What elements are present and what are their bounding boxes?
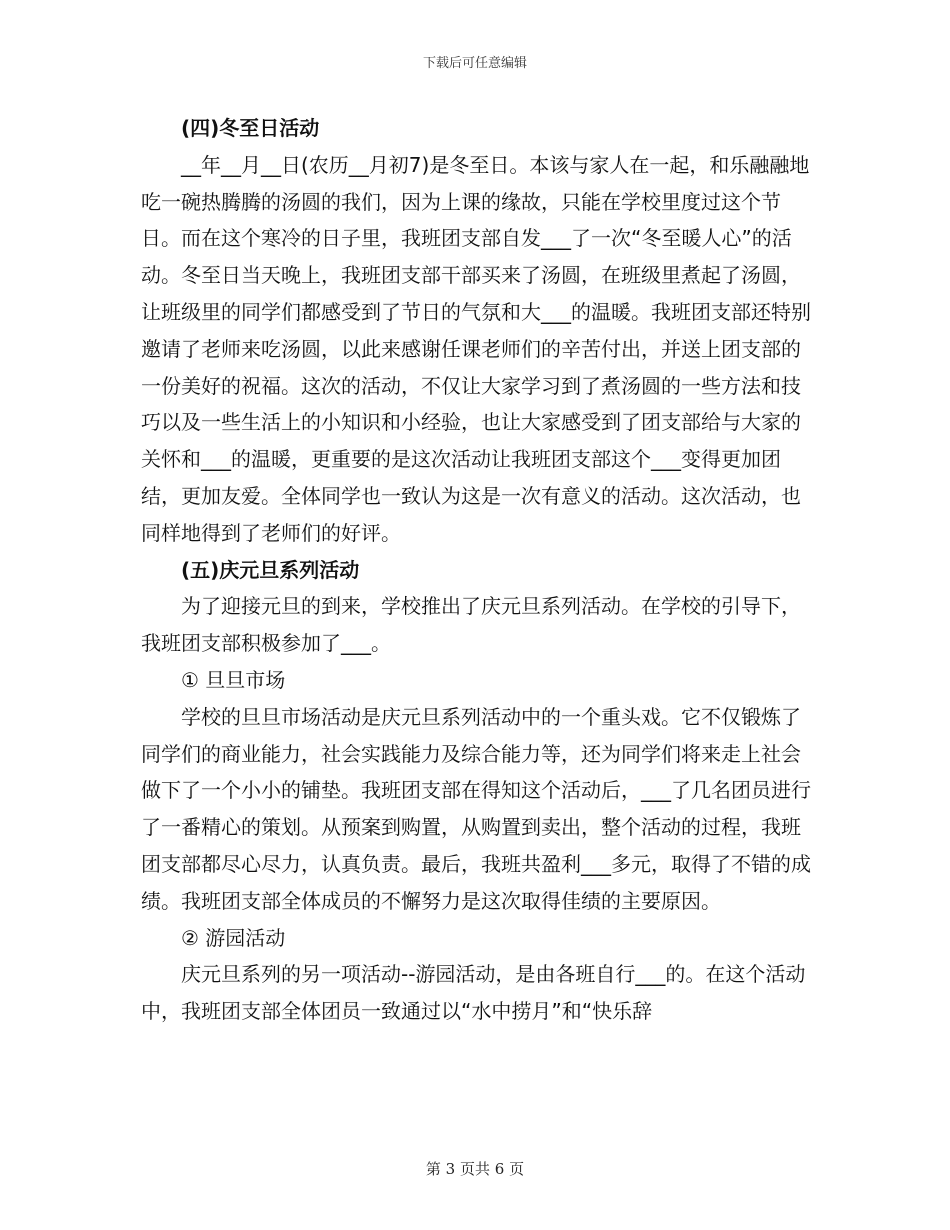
page-header: 下载后可任意编辑	[422, 56, 527, 71]
section-heading-new-year: (五)庆元旦系列活动	[181, 557, 360, 582]
paragraph-market: 学校的旦旦市场活动是庆元旦系列活动中的一个重头戏。它不仅锻炼了同学们的商业能力，社会实践能力及综合能力等，还为同学们将来走上社会做下了一个小小的铺垫。我班团支部在得知这个活动后，___了几名团员进行了一番精心的策划。从预案到购置，从购置到卖出，整个活动的过程，我班团支部都尽心尽力，认真负责。最后，我班共盈利___多元，取得了不错的成绩。我班团支部全体成员的不懈努力是这次取得佳绩的主要原因。	[141, 704, 811, 913]
section-heading-winter-solstice: (四)冬至日活动	[181, 116, 320, 140]
subheading-garden-party: ② 游园活动	[181, 925, 286, 950]
paragraph-garden-party: 庆元旦系列的另一项活动--游园活动，是由各班自行___的。在这个活动中，我班团支部全体团员一致通过以“水中捞月”和“快乐辞	[141, 962, 806, 1024]
subheading-market: ① 旦旦市场	[181, 667, 286, 692]
page-footer: 第 3 页共 6 页	[425, 1160, 525, 1178]
paragraph-new-year-intro: 为了迎接元旦的到来，学校推出了庆元旦系列活动。在学校的引导下，我班团支部积极参加了___。	[141, 594, 801, 656]
document-body	[141, 110, 811, 1030]
paragraph-winter-solstice: __年__月__日(农历__月初7)是冬至日。本该与家人在一起，和乐融融地吃一碗热腾腾的汤圆的我们，因为上课的缘故，只能在学校里度过这个节日。而在这个寒冷的日子里，我班团支部自发___了一次“冬至暖人心”的活动。冬至日当天晚上，我班团支部干部买来了汤圆，在班级里煮起了汤圆，让班级里的同学们都感受到了节日的气氛和大___的温暖。我班团支部还特别邀请了老师来吃汤圆，以此来感谢任课老师们的辛苦付出，并送上团支部的一份美好的祝福。这次的活动，不仅让大家学习到了煮汤圆的一些方法和技巧以及一些生活上的小知识和小经验，也让大家感受到了团支部给与大家的关怀和___的温暖，更重要的是这次活动让我班团支部这个___变得更加团结，更加友爱。全体同学也一致认为这是一次有意义的活动。这次活动，也同样地得到了老师们的好评。	[141, 152, 811, 545]
